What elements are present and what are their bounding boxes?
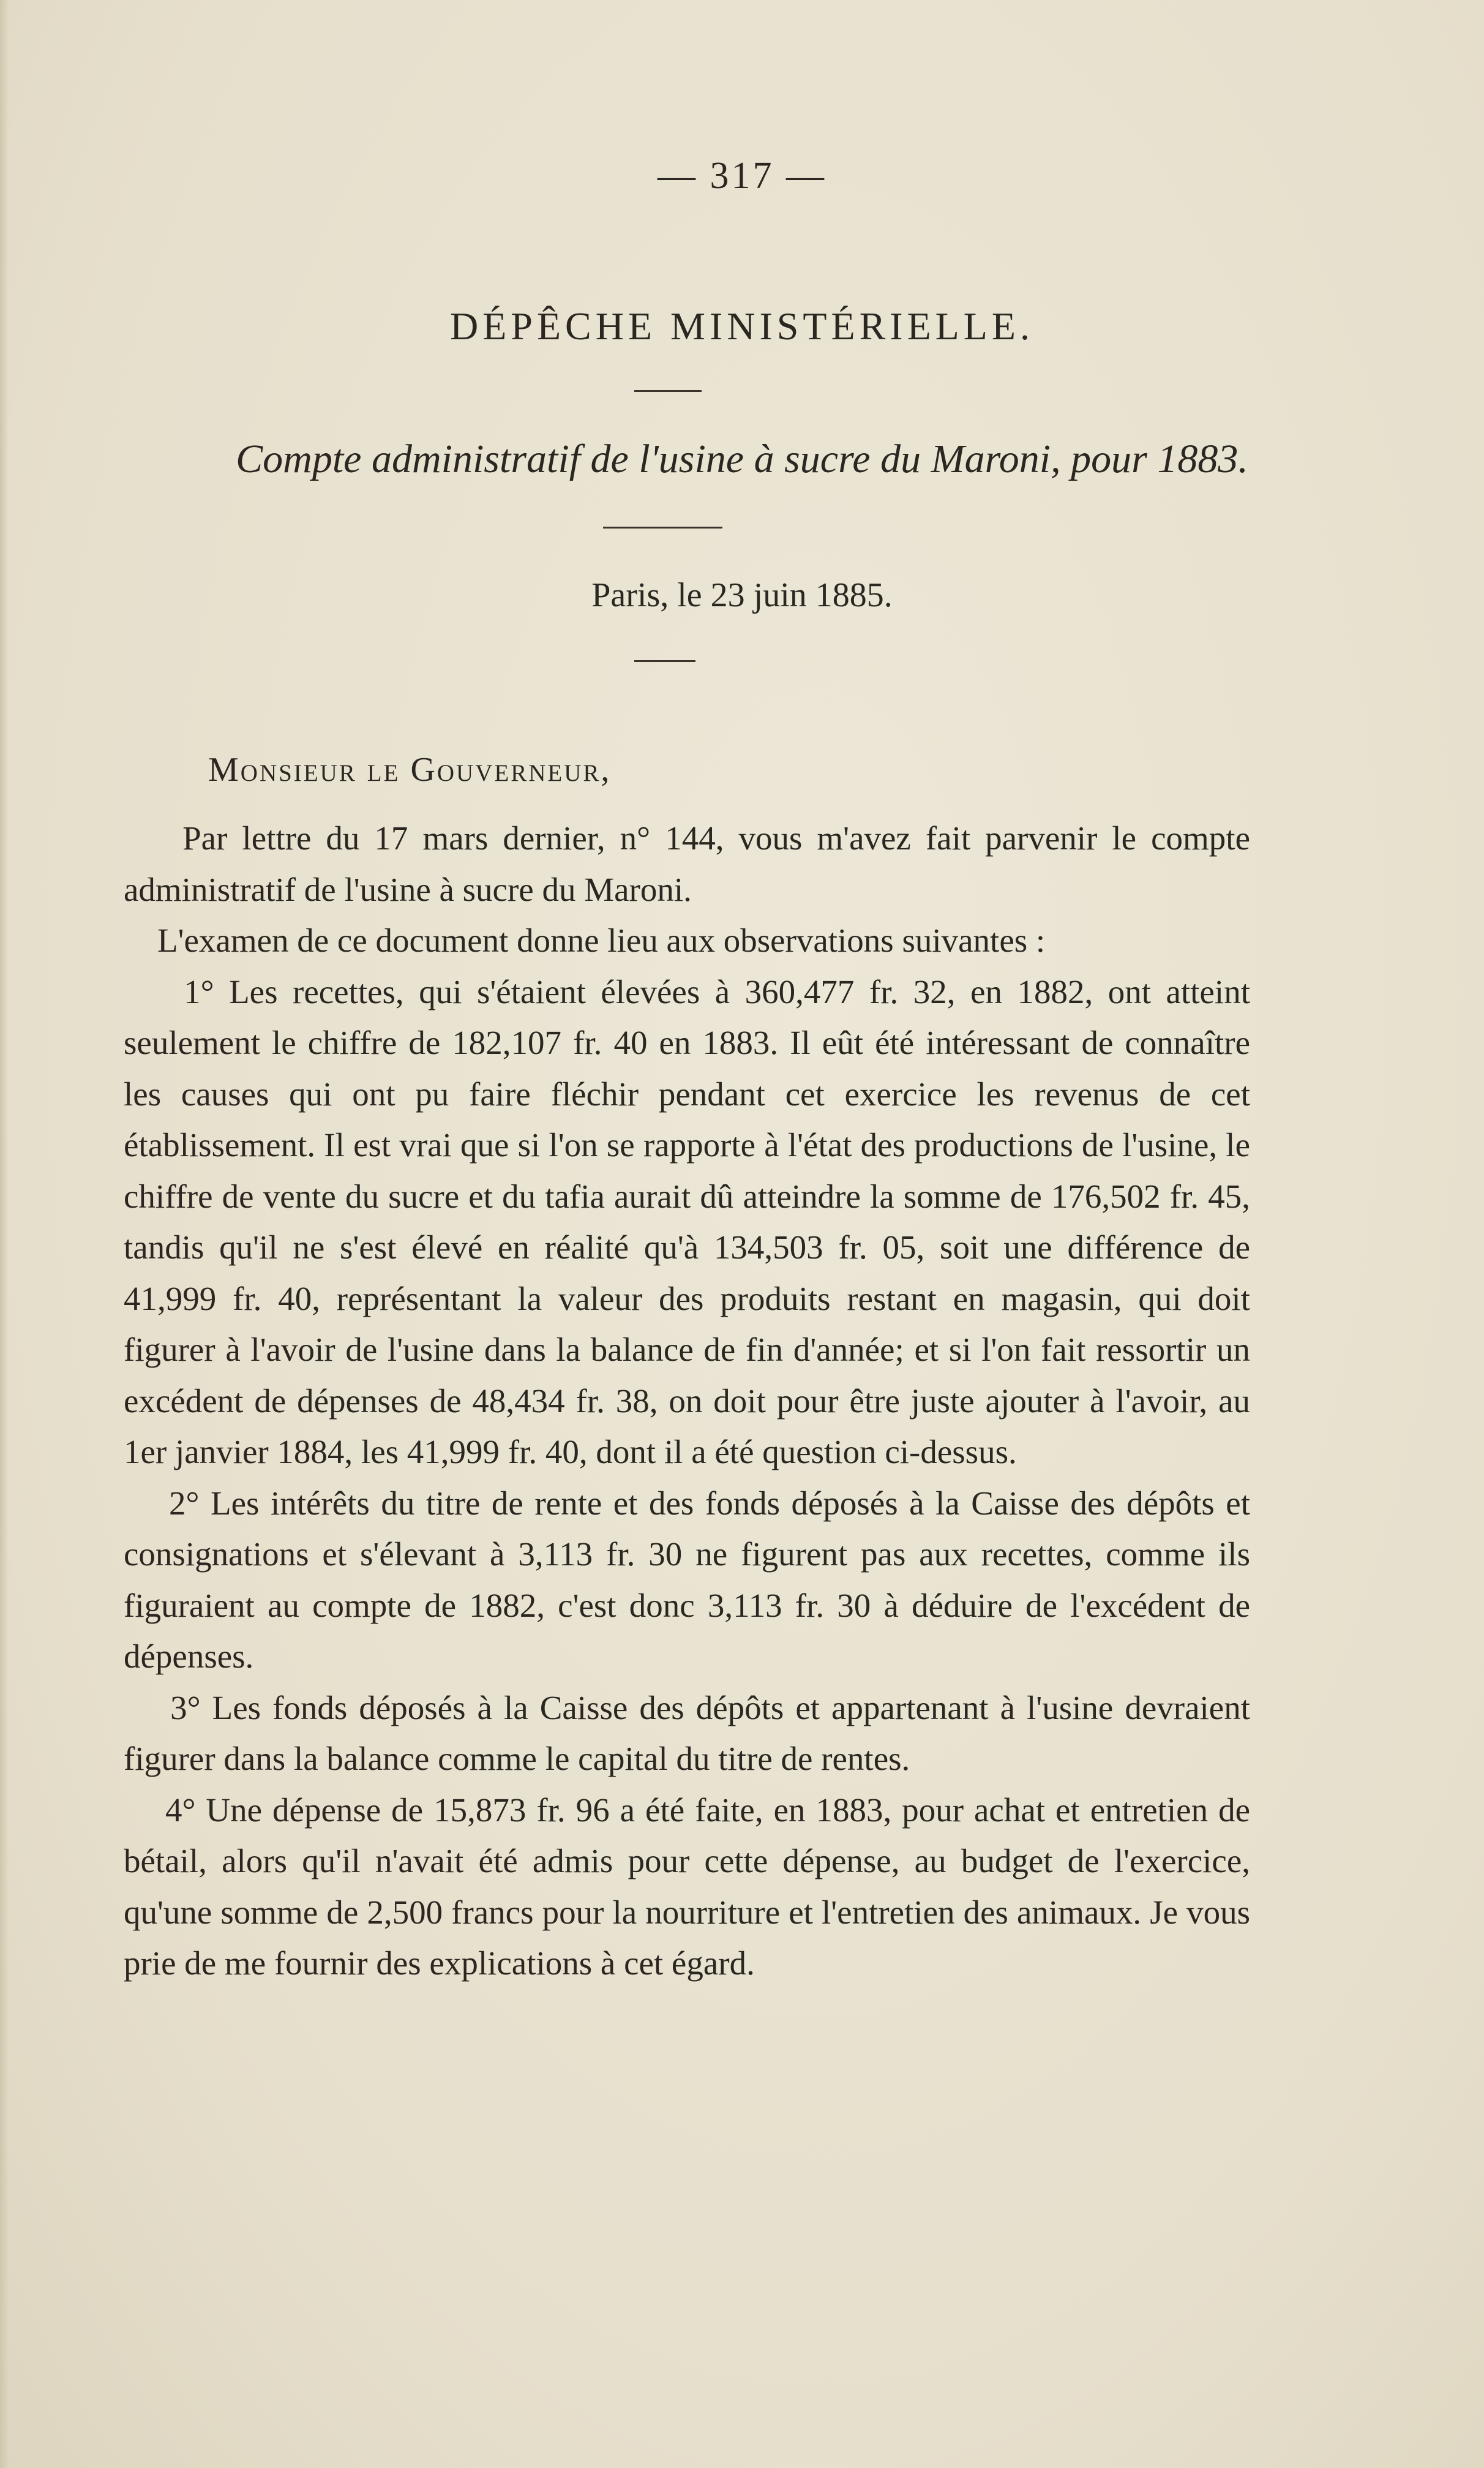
divider-rule-2 — [603, 527, 722, 529]
page-number: — 317 — — [658, 155, 826, 197]
salutation: Monsieur le Gouverneur, — [208, 751, 612, 789]
paragraph-examen: L'examen de ce document donne lieu aux observations suivantes : — [124, 922, 1046, 959]
dateline: Paris, le 23 juin 1885. — [591, 576, 893, 614]
paragraph-point-1: 1° Les recettes, qui s'étaient élevées à 360,477 fr. 32, en 1882, ont atteint seulement le chiffre de 182,107 fr. 40 en 1883. Il eût été intéressant de connaître les causes qui ont pu faire fléchir pendant cet exercice les revenus de cet établissement. Il est vrai que si l'on se rapporte à l'état des productions de l'usine, le chiffre de vente du sucre et du tafia aurait dû atteindre la somme de 176,502 fr. 45, tandis qu'il ne s'est élevé en réalité qu'à 134,503 fr. 05, soit une différence de 41,999 fr. 40, représentant la valeur des produits restant en magasin, qui doit figurer à l'avoir de l'usine dans la balance de fin d'année; et si l'on fait ressortir un excédent de dépenses de 48,434 fr. 38, on doit pour être juste ajouter à l'avoir, au 1er janvier 1884, les 41,999 fr. 40, dont il a été question ci-dessus. — [124, 973, 1259, 1470]
divider-rule-3 — [634, 660, 695, 662]
document-subtitle: Compte administratif de l'usine à sucre du Maroni, pour 1883. — [236, 437, 1248, 481]
paragraph-point-3: 3° Les fonds déposés à la Caisse des dépôts et appartenant à l'usine devraient figurer dans la balance comme le capital du titre de rentes. — [124, 1688, 1259, 1777]
paragraph-point-4: 4° Une dépense de 15,873 fr. 96 a été faite, en 1883, pour achat et entretien de bétail, alors qu'il n'avait été admis pour cette dépense, au budget de l'exercice, qu'une somme de 2,500 francs pour la nourriture et l'entretien des animaux. Je vous prie de me fournir des explications à cet égard. — [124, 1791, 1259, 1982]
letter-body — [124, 813, 1259, 1989]
paragraph-point-2: 2° Les intérêts du titre de rente et des fonds déposés à la Caisse des dépôts et consignations et s'élevant à 3,113 fr. 30 ne figurent pas aux recettes, comme ils figuraient au compte de 1882, c'est donc 3,113 fr. 30 à déduire de l'excédent de dépenses. — [124, 1484, 1259, 1675]
page-edge-shadow — [0, 0, 9, 2468]
divider-rule-1 — [634, 390, 702, 392]
page-title: DÉPÊCHE MINISTÉRIELLE. — [450, 304, 1034, 348]
paragraph-intro: Par lettre du 17 mars dernier, n° 144, vous m'avez fait parvenir le compte administratif de l'usine à sucre du Maroni. — [124, 819, 1259, 908]
